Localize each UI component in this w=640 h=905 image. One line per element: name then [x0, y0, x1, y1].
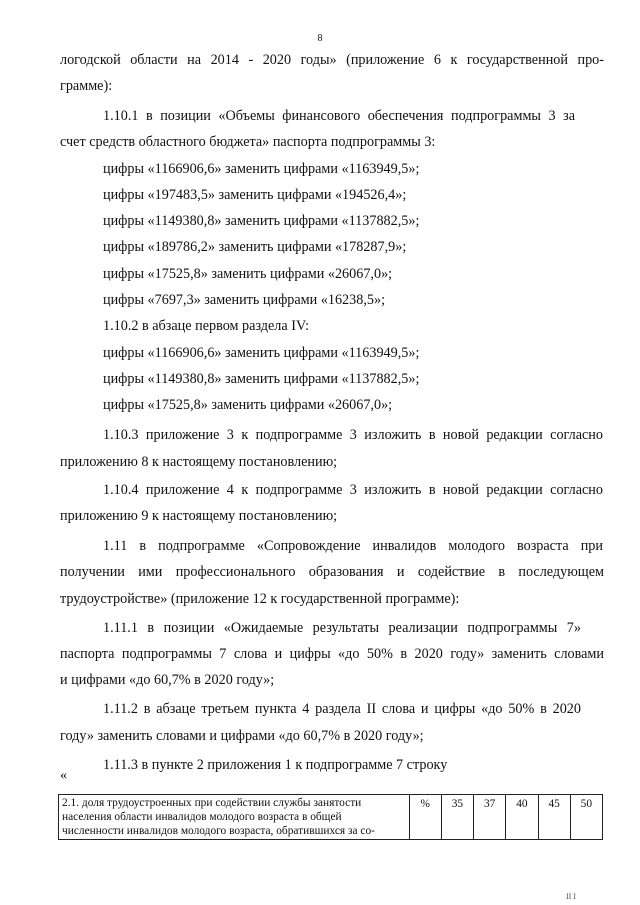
text-line: 1.10.1 в позиции «Объемы финансового обеспечения подпрограммы 3 за [103, 108, 575, 124]
corner-mark: II I [566, 892, 576, 901]
text-line: грамме): [60, 78, 113, 94]
text-line: цифры «17525,8» заменить цифрами «26067,0»; [103, 397, 393, 413]
text-line: 1.10.3 приложение 3 к подпрограмме 3 изложить в новой редакции согласно [103, 427, 603, 443]
value-cell: 35 [441, 795, 473, 840]
value-cell: 45 [538, 795, 570, 840]
text-line: цифры «1149380,8» заменить цифрами «1137882,5»; [103, 213, 420, 229]
text-line: 1.11.2 в абзаце третьем пункта 4 раздела II слова и цифры «до 50% в 2020 [103, 701, 581, 717]
text-line: приложению 9 к настоящему постановлению; [60, 508, 338, 524]
value-cell: 37 [474, 795, 506, 840]
text-line: году» заменить словами и цифрами «до 60,7% в 2020 году»; [60, 728, 424, 744]
text-line: цифры «1166906,6» заменить цифрами «1163949,5»; [103, 345, 420, 361]
text-line: 1.10.2 в абзаце первом раздела IV: [103, 318, 310, 334]
text-line: 1.11 в подпрограмме «Сопровождение инвалидов молодого возраста при [103, 538, 603, 554]
text-line: цифры «197483,5» заменить цифрами «194526,4»; [103, 187, 407, 203]
text-line: цифры «1166906,6» заменить цифрами «1163949,5»; [103, 161, 420, 177]
text-line: и цифрами «до 60,7% в 2020 году»; [60, 672, 275, 688]
text-line: цифры «7697,3» заменить цифрами «16238,5»; [103, 292, 386, 308]
value-cell: 50 [570, 795, 602, 840]
text-line: получении ими профессионального образования и содействие в последующем [60, 564, 604, 580]
opening-quote-mark: « [60, 768, 67, 783]
text-line: 1.11.1 в позиции «Ожидаемые результаты реализации подпрограммы 7» [103, 620, 581, 636]
text-line: цифры «189786,2» заменить цифрами «178287,9»; [103, 239, 407, 255]
text-line: счет средств областного бюджета» паспорта подпрограммы 3: [60, 134, 436, 150]
text-line: 1.11.3 в пункте 2 приложения 1 к подпрограмме 7 строку [103, 757, 448, 773]
text-line: логодской области на 2014 - 2020 годы» (приложение 6 к государственной про- [60, 52, 604, 68]
text-line: паспорта подпрограммы 7 слова и цифры «до 50% в 2020 году» заменить словами [60, 646, 604, 662]
text-line: 1.10.4 приложение 4 к подпрограмме 3 изложить в новой редакции согласно [103, 482, 603, 498]
value-cell: 40 [506, 795, 538, 840]
page-number: 8 [317, 33, 323, 44]
text-line: цифры «17525,8» заменить цифрами «26067,0»; [103, 266, 393, 282]
text-line: приложению 8 к настоящему постановлению; [60, 454, 338, 470]
text-line: цифры «1149380,8» заменить цифрами «1137882,5»; [103, 371, 420, 387]
indicator-table [58, 794, 603, 840]
text-line: трудоустройстве» (приложение 12 к государственной программе): [60, 591, 460, 607]
unit-cell: % [409, 795, 441, 840]
table-row [59, 795, 603, 840]
indicator-description-cell: 2.1. доля трудоустроенных при содействии службы занятости населения области инвалидов молодого возраста в общей численности инвалидов молодого возраста, обратившихся за со- [59, 795, 410, 840]
